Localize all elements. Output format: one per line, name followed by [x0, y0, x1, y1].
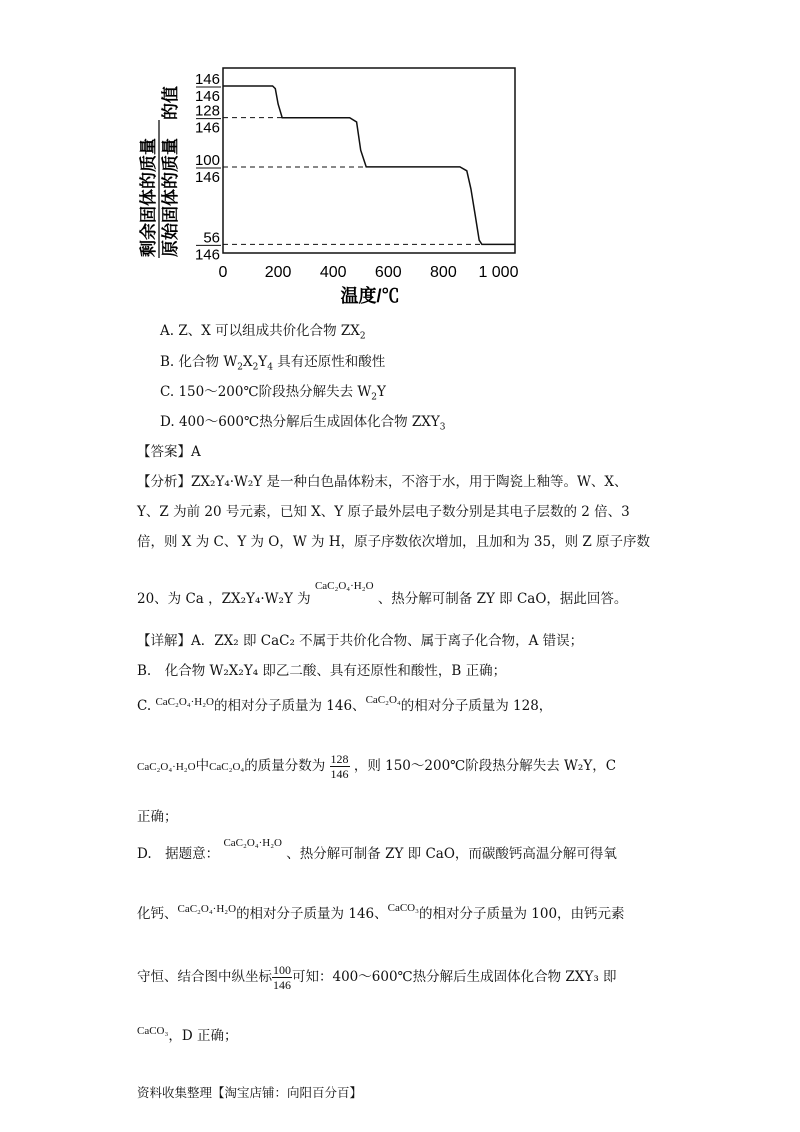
mass-curve [223, 86, 515, 244]
detail-d4-tail: ，D 正确； [168, 1028, 238, 1044]
option-c-text: 150～200℃阶段热分解失去 W [178, 384, 372, 400]
detail-line-a [137, 632, 583, 650]
detail-line-d2 [137, 902, 625, 924]
formula-oxalate: CaC₂O₄ [209, 761, 245, 773]
detail-line-b: B. 化合物 W₂X₂Y₄ 即乙二酸、具有还原性和酸性，B 正确； [137, 663, 507, 679]
detail-line-c2 [137, 752, 616, 781]
detail-c2-mid2: 的质量分数为 [244, 758, 326, 774]
y-label-numerator: 剩余固体的质量 [139, 138, 158, 257]
thermogravimetric-chart [120, 58, 550, 308]
y-tick-denominator: 146 [194, 246, 220, 264]
detail-d3-tail: 可知：400～600℃热分解后生成固体化合物 ZXY₃ 即 [292, 969, 617, 985]
y-tick-denominator: 146 [194, 119, 220, 137]
answer: 【答案】A [137, 444, 201, 460]
fraction-denominator: 146 [330, 767, 349, 781]
formula-oxalate: CaC₂O₄ [365, 694, 401, 706]
detail-c1-mid: 的相对分子质量为 146、 [214, 698, 366, 714]
x-tick-label: 1 000 [478, 264, 519, 281]
y-tick-numerator: 128 [194, 102, 220, 120]
x-tick-label: 0 [218, 264, 228, 281]
analysis-line-1 [137, 473, 628, 491]
detail-d1-tail: 、热分解可制备 ZY 即 CaO，而碳酸钙高温分解可得氧 [286, 846, 617, 862]
x-tick-label: 400 [319, 264, 347, 281]
option-c [160, 383, 386, 407]
option-b: B. 化合物 $W_2X_2Y_4$ 具有还原性和酸性 [160, 354, 386, 373]
y-tick-denominator: 146 [194, 168, 220, 186]
y-label-denominator: 原始固体的质量 [161, 138, 180, 257]
y-label-suffix: 的值 [161, 86, 180, 120]
detail-d1-prefix: D. 据题意： [137, 846, 220, 862]
y-ticks [195, 71, 221, 263]
fraction-100-146 [272, 963, 292, 992]
option-a-sub: 2 [359, 331, 366, 342]
formula-hydrate: CaC₂O₄·H₂O [137, 761, 196, 773]
formula-hydrate: CaC₂O₄·H₂O [155, 696, 214, 708]
detail-line-d4 [137, 1027, 237, 1046]
option-a [160, 322, 366, 346]
formula-hydrate: CaC₂O₄·H₂O [177, 903, 237, 915]
formula-hydrate: CaC₂O₄·H₂O [223, 837, 282, 849]
option-c-tail: Y [376, 384, 386, 400]
y-tick-numerator: 100 [194, 151, 220, 169]
analysis-text-4a: 20、为 Ca ，ZX₂Y₄·W₂Y 为 [137, 591, 311, 607]
option-d-letter: D. [160, 414, 175, 430]
dashed-guides [223, 118, 482, 245]
formula-carbonate: CaCO₃ [387, 902, 419, 914]
plot-frame [223, 68, 515, 253]
option-c-letter: C. [160, 384, 175, 400]
option-c-sub: 2 [371, 392, 377, 403]
option-a-letter: A. [160, 323, 175, 339]
fraction-numerator: 128 [330, 752, 349, 766]
x-ticks [219, 264, 519, 281]
detail-d2-prefix: 化钙、 [137, 906, 178, 922]
detail-d2-tail: 的相对分子质量为 100，由钙元素 [418, 906, 625, 922]
analysis-line-2: Y、Z 为前 20 号元素，已知 X、Y 原子最外层电子数分别是其电子层数的 2 倍、3 [137, 504, 630, 520]
fraction-numerator: 100 [273, 963, 291, 977]
fraction-denominator: 146 [273, 978, 291, 992]
x-tick-label: 800 [430, 264, 457, 281]
y-tick-denominator: 146 [194, 87, 220, 105]
footer: 资料收集整理【淘宝店铺：向阳百分百】 [137, 1085, 363, 1100]
option-b-prefix: 化合物 [178, 354, 224, 370]
detail-line-c1 [137, 694, 553, 716]
analysis-line-3: 倍，则 X 为 C、Y 为 O，W 为 H，原子序数依次增加，且加和为 35，则 Z 原子序数 [137, 534, 651, 550]
detail-c2-mid: 中 [195, 758, 210, 774]
option-b-letter: B. [160, 354, 175, 370]
detail-c-prefix: C. [137, 698, 152, 714]
analysis-text-1: ZX₂Y₄·W₂Y 是一种白色晶体粉末，不溶于水，用于陶瓷上釉等。W、X、 [191, 474, 628, 490]
detail-line-d3 [137, 963, 617, 992]
formula-carbonate: CaCO₃ [137, 1025, 169, 1037]
option-d-sub: 3 [439, 422, 446, 433]
x-tick-label: 200 [264, 264, 292, 281]
detail-a-text: A．ZX₂ 即 CaC₂ 不属于共价化合物、属于离子化合物，A 错误； [191, 633, 584, 649]
x-tick-label: 600 [374, 264, 402, 281]
option-d-text: 400～600℃热分解后生成固体化合物 ZXY [178, 414, 440, 430]
fraction-128-146 [330, 752, 350, 781]
option-b-tail: 具有还原性和酸性 [272, 354, 386, 370]
detail-label: 【详解】 [137, 633, 191, 649]
detail-d2-mid: 的相对分子质量为 146、 [236, 906, 388, 922]
detail-c2-tail: ，则 150～200℃阶段热分解失去 W₂Y，C [353, 758, 617, 774]
detail-d3-prefix: 守恒、结合图中纵坐标 [137, 969, 272, 985]
detail-c1-tail: 的相对分子质量为 128， [400, 698, 553, 714]
formula-hydrate: CaC₂O₄·H₂O [314, 580, 374, 592]
analysis-label: 【分析】 [137, 474, 191, 490]
detail-line-c3: 正确； [137, 809, 178, 825]
y-tick-numerator: 56 [203, 229, 220, 247]
option-a-text: Z、X 可以组成共价化合物 ZX [178, 323, 360, 339]
y-axis-label [138, 86, 180, 258]
x-axis-label: 温度/℃ [340, 286, 400, 306]
option-d [160, 413, 446, 437]
analysis-text-4b: 、热分解可制备 ZY 即 CaO，据此回答。 [377, 591, 628, 607]
y-tick-numerator: 146 [194, 70, 220, 88]
